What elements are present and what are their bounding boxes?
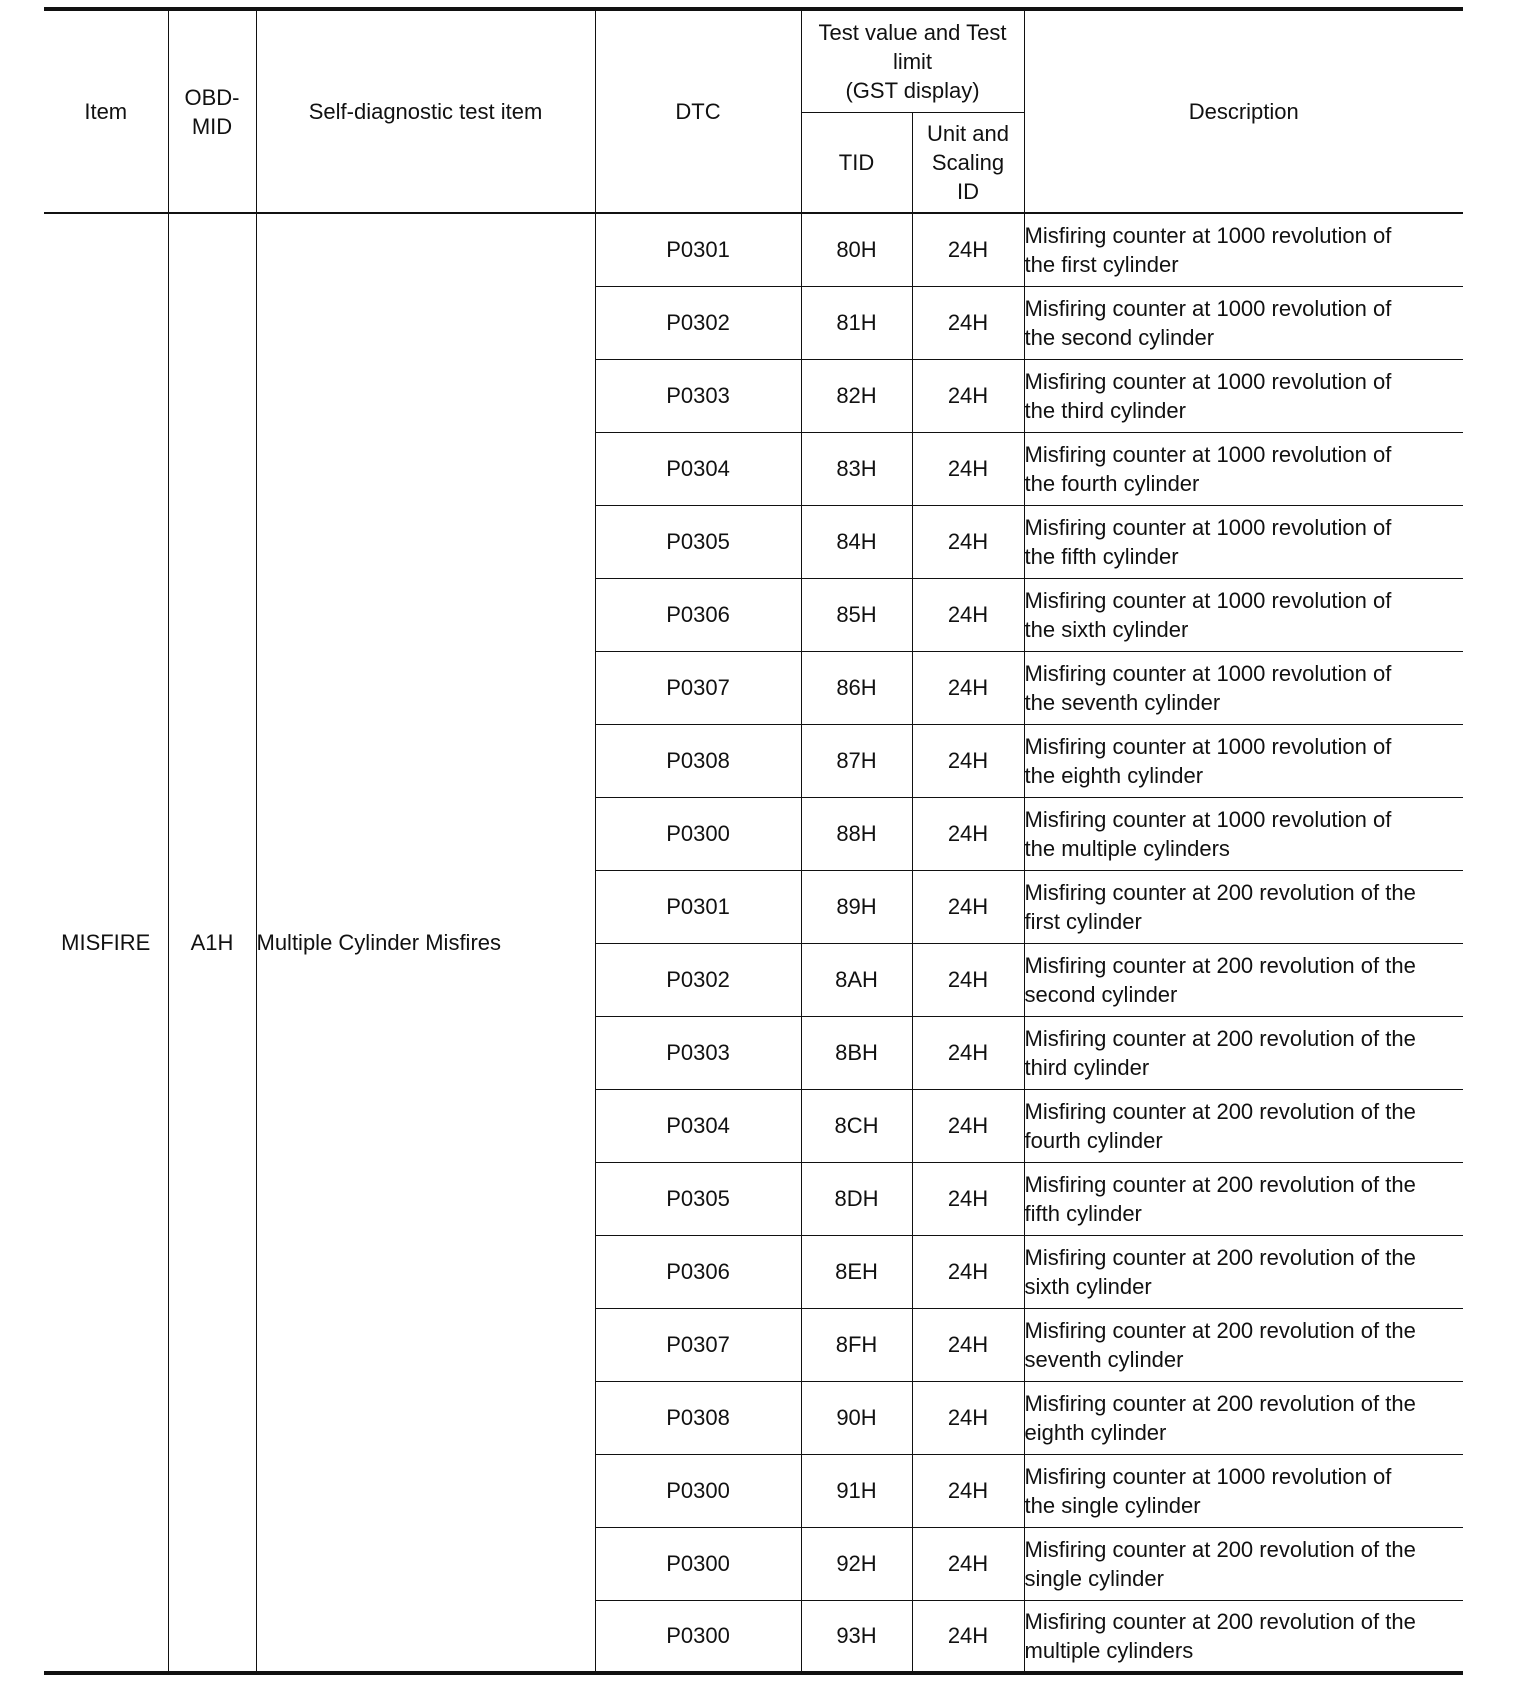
- description-line1: Misfiring counter at 200 revolution of the: [1024, 1608, 1416, 1634]
- tid-cell: 86H: [801, 651, 912, 724]
- description-line1: Misfiring counter at 1000 revolution of: [1024, 514, 1392, 540]
- description-line1: Misfiring counter at 200 revolution of the: [1024, 952, 1416, 978]
- tid-cell: 82H: [801, 359, 912, 432]
- dtc-cell: P0305: [595, 1162, 801, 1235]
- description-line1: Misfiring counter at 200 revolution of the: [1024, 1244, 1416, 1270]
- description-line2: the first cylinder: [1024, 251, 1179, 277]
- description-line2: eighth cylinder: [1024, 1419, 1167, 1445]
- description-line1: Misfiring counter at 1000 revolution of: [1024, 368, 1392, 394]
- dtc-cell: P0300: [595, 1454, 801, 1527]
- table-row: [44, 213, 1463, 286]
- description-line1: Misfiring counter at 200 revolution of the: [1024, 1317, 1416, 1343]
- tid-cell: 80H: [801, 213, 912, 286]
- dtc-cell: P0300: [595, 1527, 801, 1600]
- description-cell: [1024, 870, 1463, 943]
- description-line1: Misfiring counter at 1000 revolution of: [1024, 222, 1392, 248]
- header-unit-line1: Unit and: [927, 121, 1009, 146]
- description-cell: [1024, 359, 1463, 432]
- tid-cell: 90H: [801, 1381, 912, 1454]
- unit-scaling-cell: 24H: [912, 286, 1024, 359]
- tid-cell: 8AH: [801, 943, 912, 1016]
- description-line1: Misfiring counter at 1000 revolution of: [1024, 1463, 1392, 1489]
- description-line1: Misfiring counter at 1000 revolution of: [1024, 441, 1392, 467]
- unit-scaling-cell: 24H: [912, 1089, 1024, 1162]
- tid-cell: 8CH: [801, 1089, 912, 1162]
- dtc-cell: P0308: [595, 1381, 801, 1454]
- tid-cell: 91H: [801, 1454, 912, 1527]
- unit-scaling-cell: 24H: [912, 724, 1024, 797]
- description-cell: [1024, 1308, 1463, 1381]
- description-cell: [1024, 1527, 1463, 1600]
- unit-scaling-cell: 24H: [912, 1454, 1024, 1527]
- dtc-cell: P0302: [595, 286, 801, 359]
- description-cell: [1024, 213, 1463, 286]
- header-obd-mid-line2: MID: [191, 113, 233, 139]
- unit-scaling-cell: 24H: [912, 432, 1024, 505]
- description-cell: [1024, 578, 1463, 651]
- tid-cell: 8BH: [801, 1016, 912, 1089]
- tid-cell: 89H: [801, 870, 912, 943]
- obd-misfire-table: [44, 7, 1463, 1675]
- unit-scaling-cell: 24H: [912, 1381, 1024, 1454]
- header-description: Description: [1024, 9, 1463, 213]
- description-line2: third cylinder: [1024, 1054, 1150, 1080]
- tid-cell: 8DH: [801, 1162, 912, 1235]
- description-line2: seventh cylinder: [1024, 1346, 1184, 1372]
- description-line2: multiple cylinders: [1024, 1637, 1194, 1663]
- unit-scaling-cell: 24H: [912, 359, 1024, 432]
- unit-scaling-cell: 24H: [912, 1527, 1024, 1600]
- description-cell: [1024, 724, 1463, 797]
- dtc-cell: P0306: [595, 1235, 801, 1308]
- description-line1: Misfiring counter at 200 revolution of the: [1024, 1171, 1416, 1197]
- dtc-cell: P0300: [595, 797, 801, 870]
- description-line2: first cylinder: [1024, 908, 1142, 934]
- description-cell: [1024, 1600, 1463, 1673]
- description-line2: the single cylinder: [1024, 1492, 1201, 1518]
- dtc-cell: P0301: [595, 213, 801, 286]
- dtc-cell: P0304: [595, 432, 801, 505]
- dtc-cell: P0303: [595, 359, 801, 432]
- header-tid: TID: [801, 113, 912, 214]
- header-dtc: DTC: [595, 9, 801, 213]
- description-line2: second cylinder: [1024, 981, 1178, 1007]
- description-line2: fifth cylinder: [1024, 1200, 1142, 1226]
- table-body: [44, 213, 1463, 1673]
- description-line1: Misfiring counter at 200 revolution of the: [1024, 879, 1416, 905]
- description-line2: the second cylinder: [1024, 324, 1215, 350]
- description-line2: the eighth cylinder: [1024, 762, 1204, 788]
- tid-cell: 83H: [801, 432, 912, 505]
- description-cell: [1024, 1381, 1463, 1454]
- description-line1: Misfiring counter at 1000 revolution of: [1024, 587, 1392, 613]
- description-cell: [1024, 432, 1463, 505]
- description-cell: [1024, 1089, 1463, 1162]
- tid-cell: 81H: [801, 286, 912, 359]
- header-test-value-line1: Test value and Test: [818, 20, 1007, 45]
- unit-scaling-cell: 24H: [912, 505, 1024, 578]
- dtc-cell: P0303: [595, 1016, 801, 1089]
- description-cell: [1024, 1454, 1463, 1527]
- unit-scaling-cell: 24H: [912, 1016, 1024, 1089]
- description-line1: Misfiring counter at 1000 revolution of: [1024, 660, 1392, 686]
- description-line1: Misfiring counter at 1000 revolution of: [1024, 295, 1392, 321]
- unit-scaling-cell: 24H: [912, 213, 1024, 286]
- description-cell: [1024, 651, 1463, 724]
- tid-cell: 8FH: [801, 1308, 912, 1381]
- header-obd-mid: [168, 9, 256, 213]
- description-line2: the seventh cylinder: [1024, 689, 1221, 715]
- unit-scaling-cell: 24H: [912, 578, 1024, 651]
- description-line2: the fifth cylinder: [1024, 543, 1179, 569]
- description-line2: sixth cylinder: [1024, 1273, 1152, 1299]
- description-cell: [1024, 797, 1463, 870]
- unit-scaling-cell: 24H: [912, 1308, 1024, 1381]
- description-cell: [1024, 286, 1463, 359]
- description-line2: the fourth cylinder: [1024, 470, 1200, 496]
- unit-scaling-cell: 24H: [912, 797, 1024, 870]
- description-line2: the sixth cylinder: [1024, 616, 1189, 642]
- dtc-cell: P0304: [595, 1089, 801, 1162]
- description-cell: [1024, 1016, 1463, 1089]
- header-obd-mid-line1: OBD-: [184, 84, 240, 110]
- unit-scaling-cell: 24H: [912, 1600, 1024, 1673]
- tid-cell: 93H: [801, 1600, 912, 1673]
- dtc-cell: P0300: [595, 1600, 801, 1673]
- description-cell: [1024, 943, 1463, 1016]
- dtc-cell: P0307: [595, 651, 801, 724]
- dtc-cell: P0307: [595, 1308, 801, 1381]
- header-unit-line2: Scaling: [931, 150, 1005, 175]
- tid-cell: 88H: [801, 797, 912, 870]
- dtc-cell: P0306: [595, 578, 801, 651]
- header-self-diagnostic-test-item: Self-diagnostic test item: [256, 9, 595, 213]
- header-unit-line3: ID: [957, 179, 979, 204]
- unit-scaling-cell: 24H: [912, 1162, 1024, 1235]
- tid-cell: 8EH: [801, 1235, 912, 1308]
- description-cell: [1024, 505, 1463, 578]
- description-line1: Misfiring counter at 1000 revolution of: [1024, 733, 1392, 759]
- header-test-value-line2: limit: [892, 49, 933, 74]
- tid-cell: 84H: [801, 505, 912, 578]
- header-test-value-line3: (GST display): [845, 78, 980, 103]
- dtc-cell: P0305: [595, 505, 801, 578]
- description-cell: [1024, 1235, 1463, 1308]
- description-line2: the third cylinder: [1024, 397, 1186, 423]
- description-line2: single cylinder: [1024, 1565, 1164, 1591]
- header-test-value: [801, 9, 1024, 113]
- description-line1: Misfiring counter at 200 revolution of the: [1024, 1536, 1416, 1562]
- table-header: [44, 9, 1463, 213]
- description-line1: Misfiring counter at 200 revolution of the: [1024, 1098, 1416, 1124]
- unit-scaling-cell: 24H: [912, 870, 1024, 943]
- description-cell: [1024, 1162, 1463, 1235]
- item-cell: MISFIRE: [44, 213, 168, 1673]
- description-line2: fourth cylinder: [1024, 1127, 1163, 1153]
- self-diagnostic-cell: Multiple Cylinder Misfires: [256, 213, 595, 1673]
- header-unit-scaling-id: [912, 113, 1024, 214]
- unit-scaling-cell: 24H: [912, 943, 1024, 1016]
- unit-scaling-cell: 24H: [912, 1235, 1024, 1308]
- description-line1: Misfiring counter at 200 revolution of the: [1024, 1025, 1416, 1051]
- description-line1: Misfiring counter at 200 revolution of the: [1024, 1390, 1416, 1416]
- dtc-cell: P0302: [595, 943, 801, 1016]
- tid-cell: 87H: [801, 724, 912, 797]
- dtc-cell: P0301: [595, 870, 801, 943]
- tid-cell: 92H: [801, 1527, 912, 1600]
- tid-cell: 85H: [801, 578, 912, 651]
- header-item: Item: [44, 9, 168, 213]
- unit-scaling-cell: 24H: [912, 651, 1024, 724]
- description-line2: the multiple cylinders: [1024, 835, 1230, 861]
- description-line1: Misfiring counter at 1000 revolution of: [1024, 806, 1392, 832]
- dtc-cell: P0308: [595, 724, 801, 797]
- obd-mid-cell: A1H: [168, 213, 256, 1673]
